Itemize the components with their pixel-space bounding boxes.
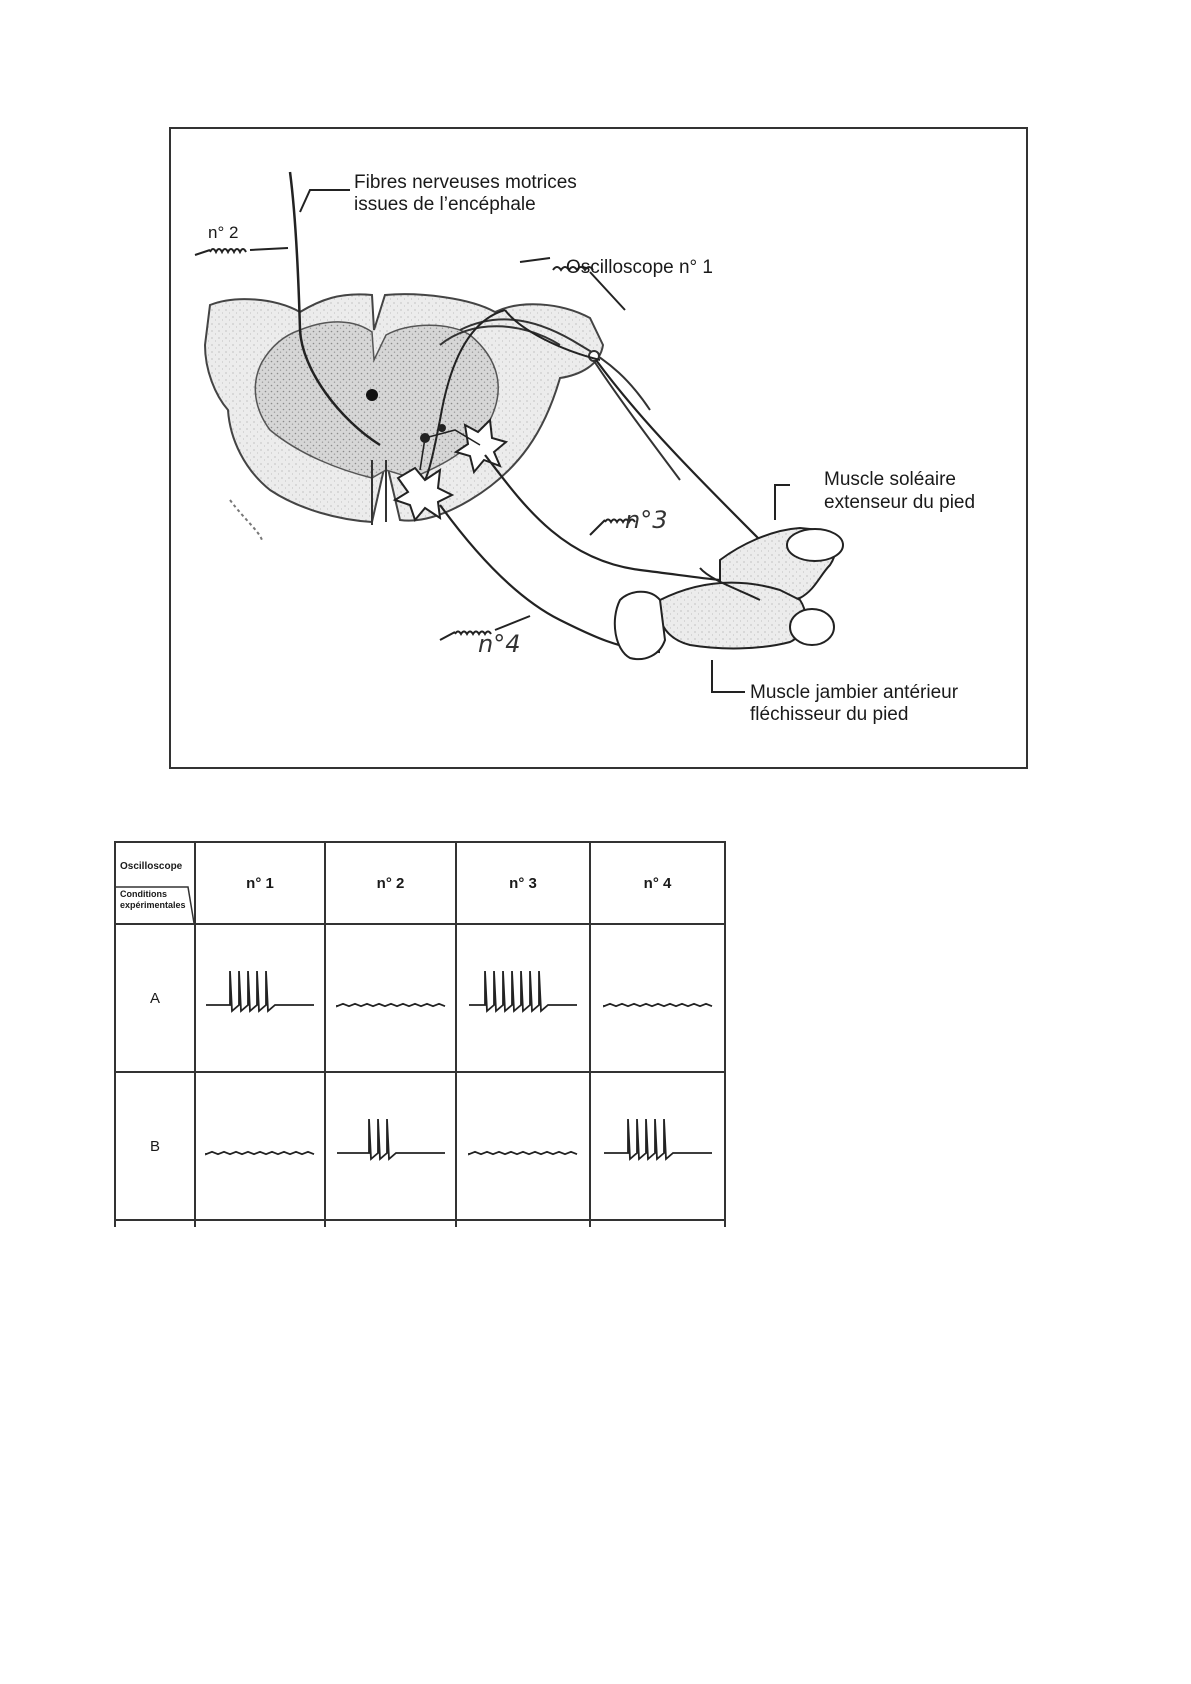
label-oscilloscope-1: Oscilloscope n° 1 — [566, 257, 713, 278]
trace-cell — [325, 924, 456, 1072]
oscilloscope-trace — [469, 971, 577, 1011]
trace-plot — [598, 1111, 718, 1181]
oscilloscope-trace — [206, 1152, 314, 1154]
trace-cell — [325, 1072, 456, 1220]
trace-cell — [590, 1072, 725, 1220]
trace-plot — [331, 963, 451, 1033]
trace-cell — [456, 924, 590, 1072]
trace-plot — [463, 1111, 583, 1181]
label-tibialis-1: Muscle jambier antérieur — [750, 682, 959, 703]
empty-cell — [325, 1220, 456, 1227]
trace-cell — [590, 924, 725, 1072]
nerve-diagram — [0, 0, 1191, 820]
corner-conditions-label — [120, 889, 186, 911]
corner-diagonal — [116, 843, 194, 923]
corner-conditions-line-1: Conditions — [120, 889, 167, 899]
label-oscilloscope-2: n° 2 — [208, 223, 239, 242]
label-motor-fibers-1: Fibres nerveuses motrices — [354, 172, 577, 193]
oscilloscope-trace — [337, 1004, 445, 1006]
column-header: n° 1 — [195, 842, 325, 924]
trace-plot — [200, 1111, 320, 1181]
table-row — [115, 1072, 725, 1220]
empty-cell — [590, 1220, 725, 1227]
trace-cell — [195, 1072, 325, 1220]
oscilloscope-trace — [604, 1119, 712, 1159]
trace-plot — [331, 1111, 451, 1181]
column-header: n° 3 — [456, 842, 590, 924]
table-row — [115, 924, 725, 1072]
oscilloscope-trace — [604, 1004, 712, 1006]
label-tibialis-2: fléchisseur du pied — [750, 704, 909, 725]
label-soleus-1: Muscle soléaire — [824, 469, 956, 490]
trace-cell — [456, 1072, 590, 1220]
column-header: n° 4 — [590, 842, 725, 924]
table-header-row — [115, 842, 725, 924]
row-label: A — [115, 924, 195, 1072]
corner-oscilloscope-label: Oscilloscope — [120, 861, 183, 872]
trace-plot — [463, 963, 583, 1033]
oscilloscope-trace — [206, 971, 314, 1011]
oscilloscope-trace — [337, 1119, 445, 1159]
label-motor-fibers-2: issues de l’encéphale — [354, 194, 536, 215]
corner-conditions-line-2: expérimentales — [120, 900, 186, 910]
trace-plot — [598, 963, 718, 1033]
oscilloscope-trace — [469, 1152, 577, 1154]
row-label: B — [115, 1072, 195, 1220]
label-oscilloscope-3: n°3 — [625, 506, 668, 534]
trace-plot — [200, 963, 320, 1033]
table-corner-cell — [115, 842, 195, 924]
label-oscilloscope-4: n°4 — [478, 630, 521, 658]
row-label — [115, 1220, 195, 1227]
table-row — [115, 1220, 725, 1227]
trace-cell — [195, 924, 325, 1072]
empty-cell — [456, 1220, 590, 1227]
empty-cell — [195, 1220, 325, 1227]
label-soleus-2: extenseur du pied — [824, 492, 976, 513]
oscilloscope-results-table — [114, 841, 726, 1227]
column-header: n° 2 — [325, 842, 456, 924]
